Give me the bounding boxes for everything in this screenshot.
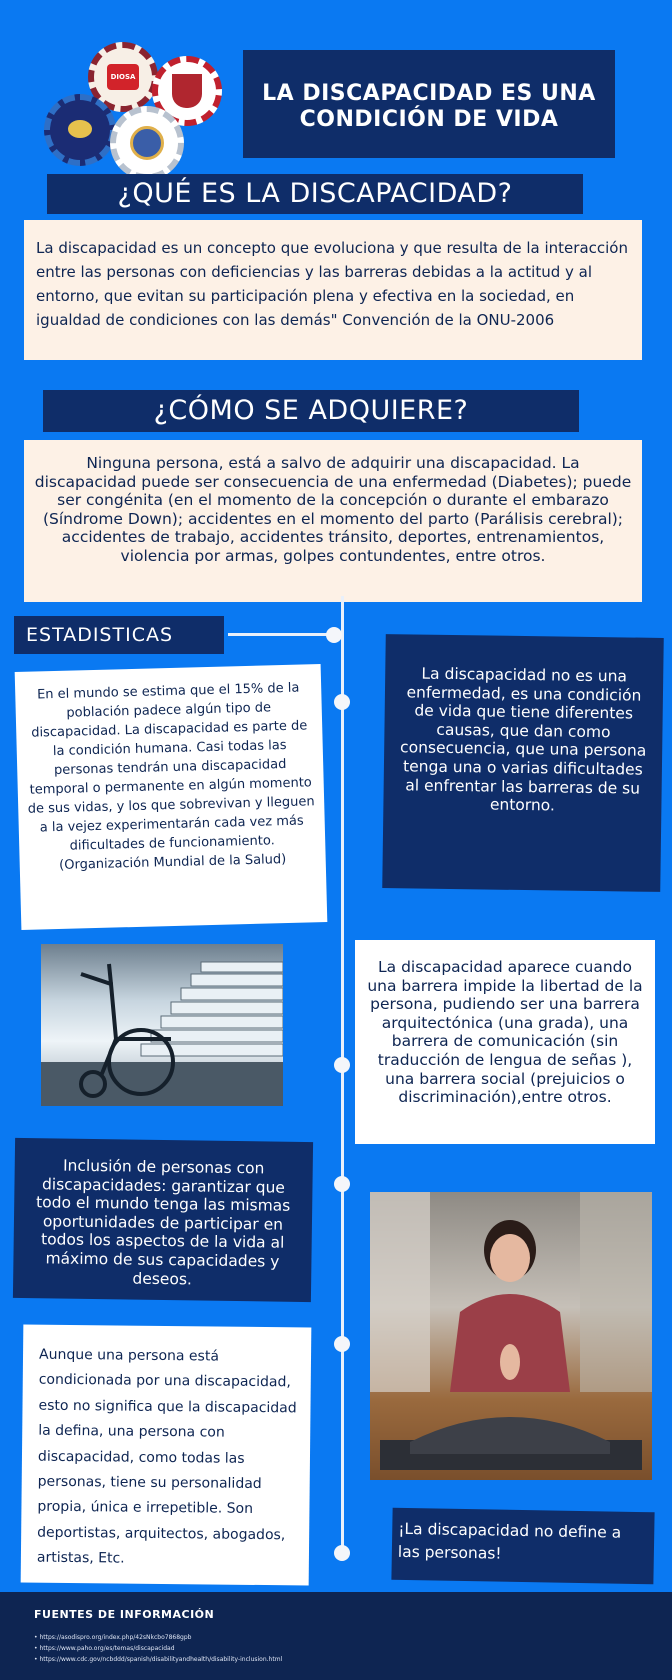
logo-air-force: [44, 94, 116, 166]
timeline-dot: [334, 1336, 350, 1352]
sources-footer: [0, 1592, 672, 1680]
section-heading-what: ¿QUÉ ES LA DISCAPACIDAD?: [47, 174, 583, 214]
definition-box: [24, 220, 642, 360]
timeline-dot: [334, 694, 350, 710]
barriers-text: La discapacidad aparece cuando una barrera impide la libertad de la persona, pudiendo ser una barrera arquitectónica (una grada), una barrera de comunicación (sin traducción de lengua de señas ), una barrera social (prejuicios o discriminación),entre otros.: [367, 958, 643, 1107]
stats-label: [14, 616, 224, 654]
personality-text: Aunque una persona está condicionada por una discapacidad, esto no significa que la discapacidad la defina, una persona con discapacidad, como todas las personas, tiene su personalidad propia, única e irrepetible. Son deportistas, arquitectos, abogados, artistas, Etc.: [36, 1346, 297, 1567]
inclusion-card: [13, 1138, 313, 1302]
diosa-badge: DIOSA: [107, 64, 139, 90]
timeline-dot: [334, 1176, 350, 1192]
stats-label-text: ESTADISTICAS: [26, 624, 174, 646]
who-stats-card: [15, 664, 328, 930]
closing-text: ¡La discapacidad no define a las personas!: [397, 1519, 622, 1563]
definition-text: La discapacidad es un concepto que evoluciona y que resulta de la interacción entre las personas con deficiencias y las barreras debidas a la actitud y al entorno, que evitan su participación plena y efectiva en la sociedad, en igualdad de condiciones con las demás" Convención de la ONU-2006: [36, 239, 628, 329]
source-link[interactable]: • https://www.paho.org/es/temas/discapacidad: [34, 1643, 282, 1654]
page-title: LA DISCAPACIDAD ES UNA CONDICIÓN DE VIDA: [243, 50, 615, 158]
sources-heading: FUENTES DE INFORMACIÓN: [34, 1608, 215, 1621]
logo-cluster: [40, 40, 230, 180]
section-heading-how: ¿CÓMO SE ADQUIERE?: [43, 390, 579, 432]
barriers-card: [355, 940, 655, 1144]
timeline-connector: [228, 633, 334, 636]
personality-card: [21, 1324, 312, 1585]
acquire-text: Ninguna persona, está a salvo de adquirir una discapacidad. La discapacidad puede ser consecuencia de una enfermedad (Diabetes); puede ser congénita (en el momento de la concepción o durante el embarazo (Síndrome Down); accidentes en el momento del parto (Parálisis cerebral); accidentes de trabajo, accidentes tránsito, deportes, entrenamientos, violencia por armas, golpes contundentes, entre otros.: [34, 454, 632, 565]
condition-text: La discapacidad no es una enfermedad, es una condición de vida que tiene diferentes causas, que dan como consecuencia, que una persona tenga una o varias dificultades al enfrentar las barreras de su entorno.: [399, 664, 647, 815]
timeline-line: [341, 596, 344, 1556]
acquire-box: [24, 440, 642, 602]
timeline-dot: [326, 627, 342, 643]
who-stats-text: En el mundo se estima que el 15% de la población padece algún tipo de discapacidad. La discapacidad es parte de la condición humana. Casi todas las personas tendrán una discapacidad temporal o permanente en algún momento de sus vidas, y los que sobrevivan y lleguen a la vejez experimentarán cada vez más dificultades de funcionamiento. (Organización Mundial de la Salud): [27, 680, 315, 873]
sources-list: [34, 1632, 282, 1665]
timeline-dot: [334, 1057, 350, 1073]
timeline-dot: [334, 1545, 350, 1561]
closing-card: [391, 1508, 654, 1585]
condition-card: [382, 634, 664, 892]
meditation-photo: [370, 1192, 652, 1480]
source-link[interactable]: • https://www.cdc.gov/ncbddd/spanish/disabilityandhealth/disability-inclusion.html: [34, 1654, 282, 1665]
source-link[interactable]: • https://asodispro.org/index.php/42sNkcbo7868gpb: [34, 1632, 282, 1643]
wheelchair-stairs-photo: [41, 944, 283, 1106]
inclusion-text: Inclusión de personas con discapacidades: garantizar que todo el mundo tenga las mismas oportunidades de participar en todos los aspectos de la vida al máximo de sus capacidades y deseos.: [35, 1156, 291, 1288]
logo-emblem-blue: [110, 106, 184, 180]
